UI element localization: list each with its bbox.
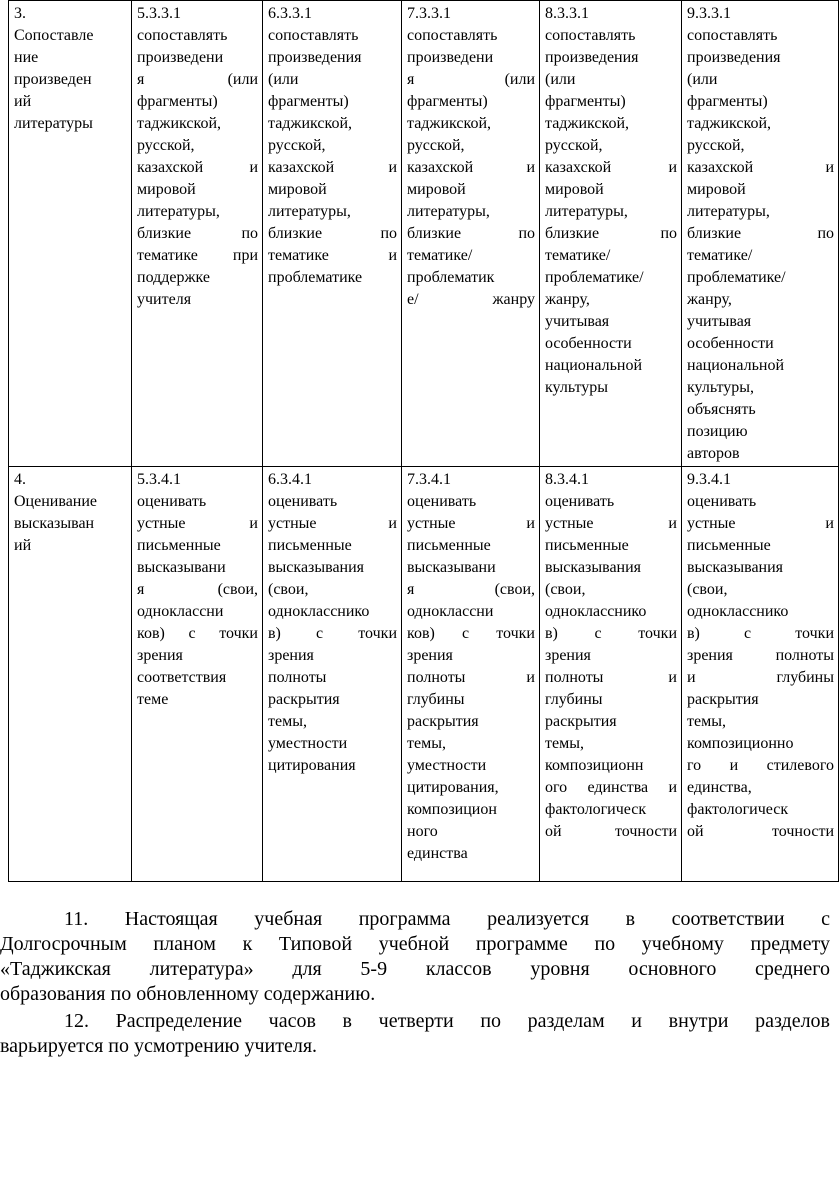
cell-line: Сопоставле [14, 27, 94, 44]
cell-line: культуры, [687, 379, 755, 396]
cell-line: фактологическ [687, 801, 789, 818]
cell-line: Оценивание [14, 493, 98, 510]
cell-line: полноты и [545, 669, 677, 686]
cell-line: 8.3.4.1 [545, 471, 589, 488]
cell-line: авторов [687, 445, 740, 462]
paragraph-line: 12. Распределение часов в четверти по разделам и внутри разделов [64, 1010, 830, 1032]
paragraph-line: варьируется по усмотрению учителя. [0, 1035, 318, 1057]
cell-line: раскрытия [407, 713, 479, 730]
cell-line: ного [407, 823, 438, 840]
cell-line: единства [407, 845, 468, 862]
cell-line: цитирования, [407, 779, 499, 796]
cell-line: высказывания [545, 559, 642, 576]
cell-line: я (свои, [137, 581, 258, 598]
cell-line: близкие по [137, 225, 258, 242]
cell-line: жанру, [687, 291, 732, 308]
cell-line: одноклассни [137, 603, 224, 620]
paragraph-12 [0, 1009, 830, 1059]
cell-line: произведения [687, 49, 781, 66]
cell-line: темы, [545, 735, 584, 752]
cell-line: (свои, [268, 581, 309, 598]
cell-line: устные и [407, 515, 535, 532]
cell-line: литературы, [545, 203, 628, 220]
cell-line: фрагменты) [687, 93, 768, 110]
objective-cell-grade-5 [132, 467, 263, 882]
cell-line: я (свои, [407, 581, 535, 598]
cell-line: темы, [687, 713, 726, 730]
cell-line: казахской и [268, 159, 397, 176]
cell-line: казахской и [137, 159, 258, 176]
cell-line: я (или [137, 71, 258, 88]
cell-line: тематике и [268, 247, 397, 264]
cell-line: в) с точки [545, 625, 677, 642]
table-row [9, 1, 839, 467]
cell-line: русской, [268, 137, 326, 154]
cell-line: раскрытия [687, 691, 759, 708]
cell-line: одноклассни [407, 603, 494, 620]
cell-line: 6.3.4.1 [268, 471, 312, 488]
cell-line: 7.3.4.1 [407, 471, 451, 488]
cell-line: 4. [14, 471, 26, 488]
cell-line: тематике/ [407, 247, 473, 264]
cell-line: проблематике/ [687, 269, 786, 286]
cell-line: раскрытия [545, 713, 617, 730]
cell-line: мировой [268, 181, 327, 198]
cell-line: сопоставлять [545, 27, 636, 44]
cell-line: высказывания [268, 559, 365, 576]
cell-line: высказывания [687, 559, 784, 576]
objective-cell-grade-9 [682, 1, 839, 467]
cell-line: литературы, [407, 203, 490, 220]
cell-line: сопоставлять [268, 27, 359, 44]
cell-line: оценивать [687, 493, 757, 510]
cell-line: таджикской, [137, 115, 222, 132]
cell-line: таджикской, [268, 115, 353, 132]
objective-cell-grade-7 [402, 467, 540, 882]
cell-line: русской, [545, 137, 603, 154]
cell-line: жанру, [545, 291, 590, 308]
paragraph-line: «Таджикская литература» для 5-9 классов уровня основного среднего [0, 958, 830, 980]
cell-line: оценивать [545, 493, 615, 510]
cell-line: национальной [545, 357, 642, 374]
cell-line: я (или [407, 71, 535, 88]
cell-line: в) с точки [268, 625, 397, 642]
cell-line: письменные [137, 537, 221, 554]
cell-line: 9.3.3.1 [687, 5, 731, 22]
cell-line: русской, [687, 137, 745, 154]
cell-line: (или [545, 71, 576, 88]
cell-line: фрагменты) [545, 93, 626, 110]
cell-line: (свои, [545, 581, 586, 598]
cell-line: поддержке [137, 269, 211, 286]
cell-line: близкие по [407, 225, 535, 242]
cell-line: мировой [545, 181, 604, 198]
objective-cell-grade-9 [682, 467, 839, 882]
cell-line: однокласснико [268, 603, 370, 620]
cell-line: проблематике [268, 269, 363, 286]
cell-line: ков) с точки [137, 625, 258, 642]
curriculum-table [8, 0, 839, 882]
cell-line: устные и [687, 515, 834, 532]
objective-cell-grade-8 [540, 467, 682, 882]
cell-line: устные и [268, 515, 397, 532]
cell-line: письменные [268, 537, 352, 554]
cell-line: глубины [407, 691, 465, 708]
cell-line: близкие по [545, 225, 677, 242]
cell-line: близкие по [268, 225, 397, 242]
cell-line: 6.3.3.1 [268, 5, 312, 22]
cell-line: близкие по [687, 225, 834, 242]
cell-line: и глубины [687, 669, 834, 686]
cell-line: мировой [137, 181, 196, 198]
cell-line: устные и [137, 515, 258, 532]
cell-line: в) с точки [687, 625, 834, 642]
cell-line: письменные [687, 537, 771, 554]
cell-line: письменные [545, 537, 629, 554]
cell-line: го и стилевого [687, 757, 834, 774]
cell-line: оценивать [137, 493, 207, 510]
cell-line: зрения [407, 647, 453, 664]
cell-line: литературы, [687, 203, 770, 220]
cell-line: русской, [137, 137, 195, 154]
cell-line: (свои, [687, 581, 728, 598]
paragraph-line: образования по обновленному содержанию. [0, 983, 376, 1005]
cell-line: национальной [687, 357, 784, 374]
cell-line: е/ жанру [407, 291, 535, 308]
cell-line: культуры [545, 379, 609, 396]
cell-line: теме [137, 691, 169, 708]
cell-line: фрагменты) [137, 93, 218, 110]
cell-line: 5.3.3.1 [137, 5, 181, 22]
cell-line: таджикской, [545, 115, 630, 132]
cell-line: таджикской, [687, 115, 772, 132]
cell-line: произведения [268, 49, 362, 66]
cell-line: литературы [14, 115, 93, 132]
cell-line: оценивать [407, 493, 477, 510]
cell-line: глубины [545, 691, 603, 708]
cell-line: позицию [687, 423, 748, 440]
cell-line: казахской и [407, 159, 535, 176]
cell-line: полноты и [407, 669, 535, 686]
cell-line: мировой [407, 181, 466, 198]
cell-line: 3. [14, 5, 26, 22]
cell-line: тематике при [137, 247, 258, 264]
cell-line: тематике/ [545, 247, 611, 264]
cell-line: 9.3.4.1 [687, 471, 731, 488]
cell-line: казахской и [545, 159, 677, 176]
cell-line: произведен [14, 71, 92, 88]
cell-line: казахской и [687, 159, 834, 176]
cell-line: учитывая [545, 313, 610, 330]
cell-line: мировой [687, 181, 746, 198]
cell-line: тематике/ [687, 247, 753, 264]
cell-line: учителя [137, 291, 192, 308]
cell-line: литературы, [268, 203, 351, 220]
cell-line: учитывая [687, 313, 752, 330]
cell-line: русской, [407, 137, 465, 154]
cell-line: ий [14, 93, 32, 110]
cell-line: особенности [687, 335, 774, 352]
cell-line: высказывани [407, 559, 496, 576]
cell-line: (или [268, 71, 299, 88]
objective-cell-grade-5 [132, 1, 263, 467]
cell-line: объяснять [687, 401, 756, 418]
cell-line: ой точности [545, 823, 677, 840]
cell-line: произведения [545, 49, 639, 66]
table-row [9, 467, 839, 882]
cell-line: (или [687, 71, 718, 88]
paragraph-11 [0, 907, 830, 1007]
cell-line: письменные [407, 537, 491, 554]
cell-line: высказыван [14, 515, 95, 532]
cell-line: уместности [268, 735, 348, 752]
cell-line: раскрытия [268, 691, 340, 708]
cell-line: сопоставлять [407, 27, 498, 44]
cell-line: проблематике/ [545, 269, 644, 286]
cell-line: произведени [137, 49, 224, 66]
cell-line: уместности [407, 757, 487, 774]
cell-line: устные и [545, 515, 677, 532]
cell-line: зрения [137, 647, 183, 664]
cell-line: однокласснико [687, 603, 789, 620]
objective-cell-grade-7 [402, 1, 540, 467]
section-cell [9, 1, 132, 467]
cell-line: темы, [407, 735, 446, 752]
cell-line: фактологическ [545, 801, 647, 818]
cell-line: литературы, [137, 203, 220, 220]
cell-line: однокласснико [545, 603, 647, 620]
cell-line: 5.3.4.1 [137, 471, 181, 488]
cell-line: цитирования [268, 757, 356, 774]
cell-line: композицион [407, 801, 497, 818]
cell-line: высказывани [137, 559, 226, 576]
cell-line: единства, [687, 779, 752, 796]
cell-line: ой точности [687, 823, 834, 840]
section-cell [9, 467, 132, 882]
objective-cell-grade-6 [263, 467, 402, 882]
cell-line: композиционн [545, 757, 644, 774]
cell-line: фрагменты) [407, 93, 488, 110]
cell-line: композиционно [687, 735, 794, 752]
cell-line: зрения полноты [687, 647, 834, 664]
cell-line: сопоставлять [687, 27, 778, 44]
cell-line: таджикской, [407, 115, 492, 132]
objective-cell-grade-6 [263, 1, 402, 467]
cell-line: проблематик [407, 269, 495, 286]
cell-line: оценивать [268, 493, 338, 510]
cell-line: ий [14, 537, 32, 554]
cell-line: зрения [268, 647, 314, 664]
cell-line: 7.3.3.1 [407, 5, 451, 22]
cell-line: ого единства и [545, 779, 677, 796]
cell-line: произведени [407, 49, 494, 66]
cell-line: особенности [545, 335, 632, 352]
cell-line: ние [14, 49, 39, 66]
objective-cell-grade-8 [540, 1, 682, 467]
cell-line: фрагменты) [268, 93, 349, 110]
cell-line: зрения [545, 647, 591, 664]
cell-line: полноты [268, 669, 327, 686]
paragraph-line: 11. Настоящая учебная программа реализуется в соответствии с [64, 908, 830, 930]
cell-line: ков) с точки [407, 625, 535, 642]
cell-line: 8.3.3.1 [545, 5, 589, 22]
cell-line: темы, [268, 713, 307, 730]
cell-line: сопоставлять [137, 27, 228, 44]
paragraph-line: Долгосрочным планом к Типовой учебной программе по учебному предмету [0, 933, 830, 955]
cell-line: соответствия [137, 669, 227, 686]
